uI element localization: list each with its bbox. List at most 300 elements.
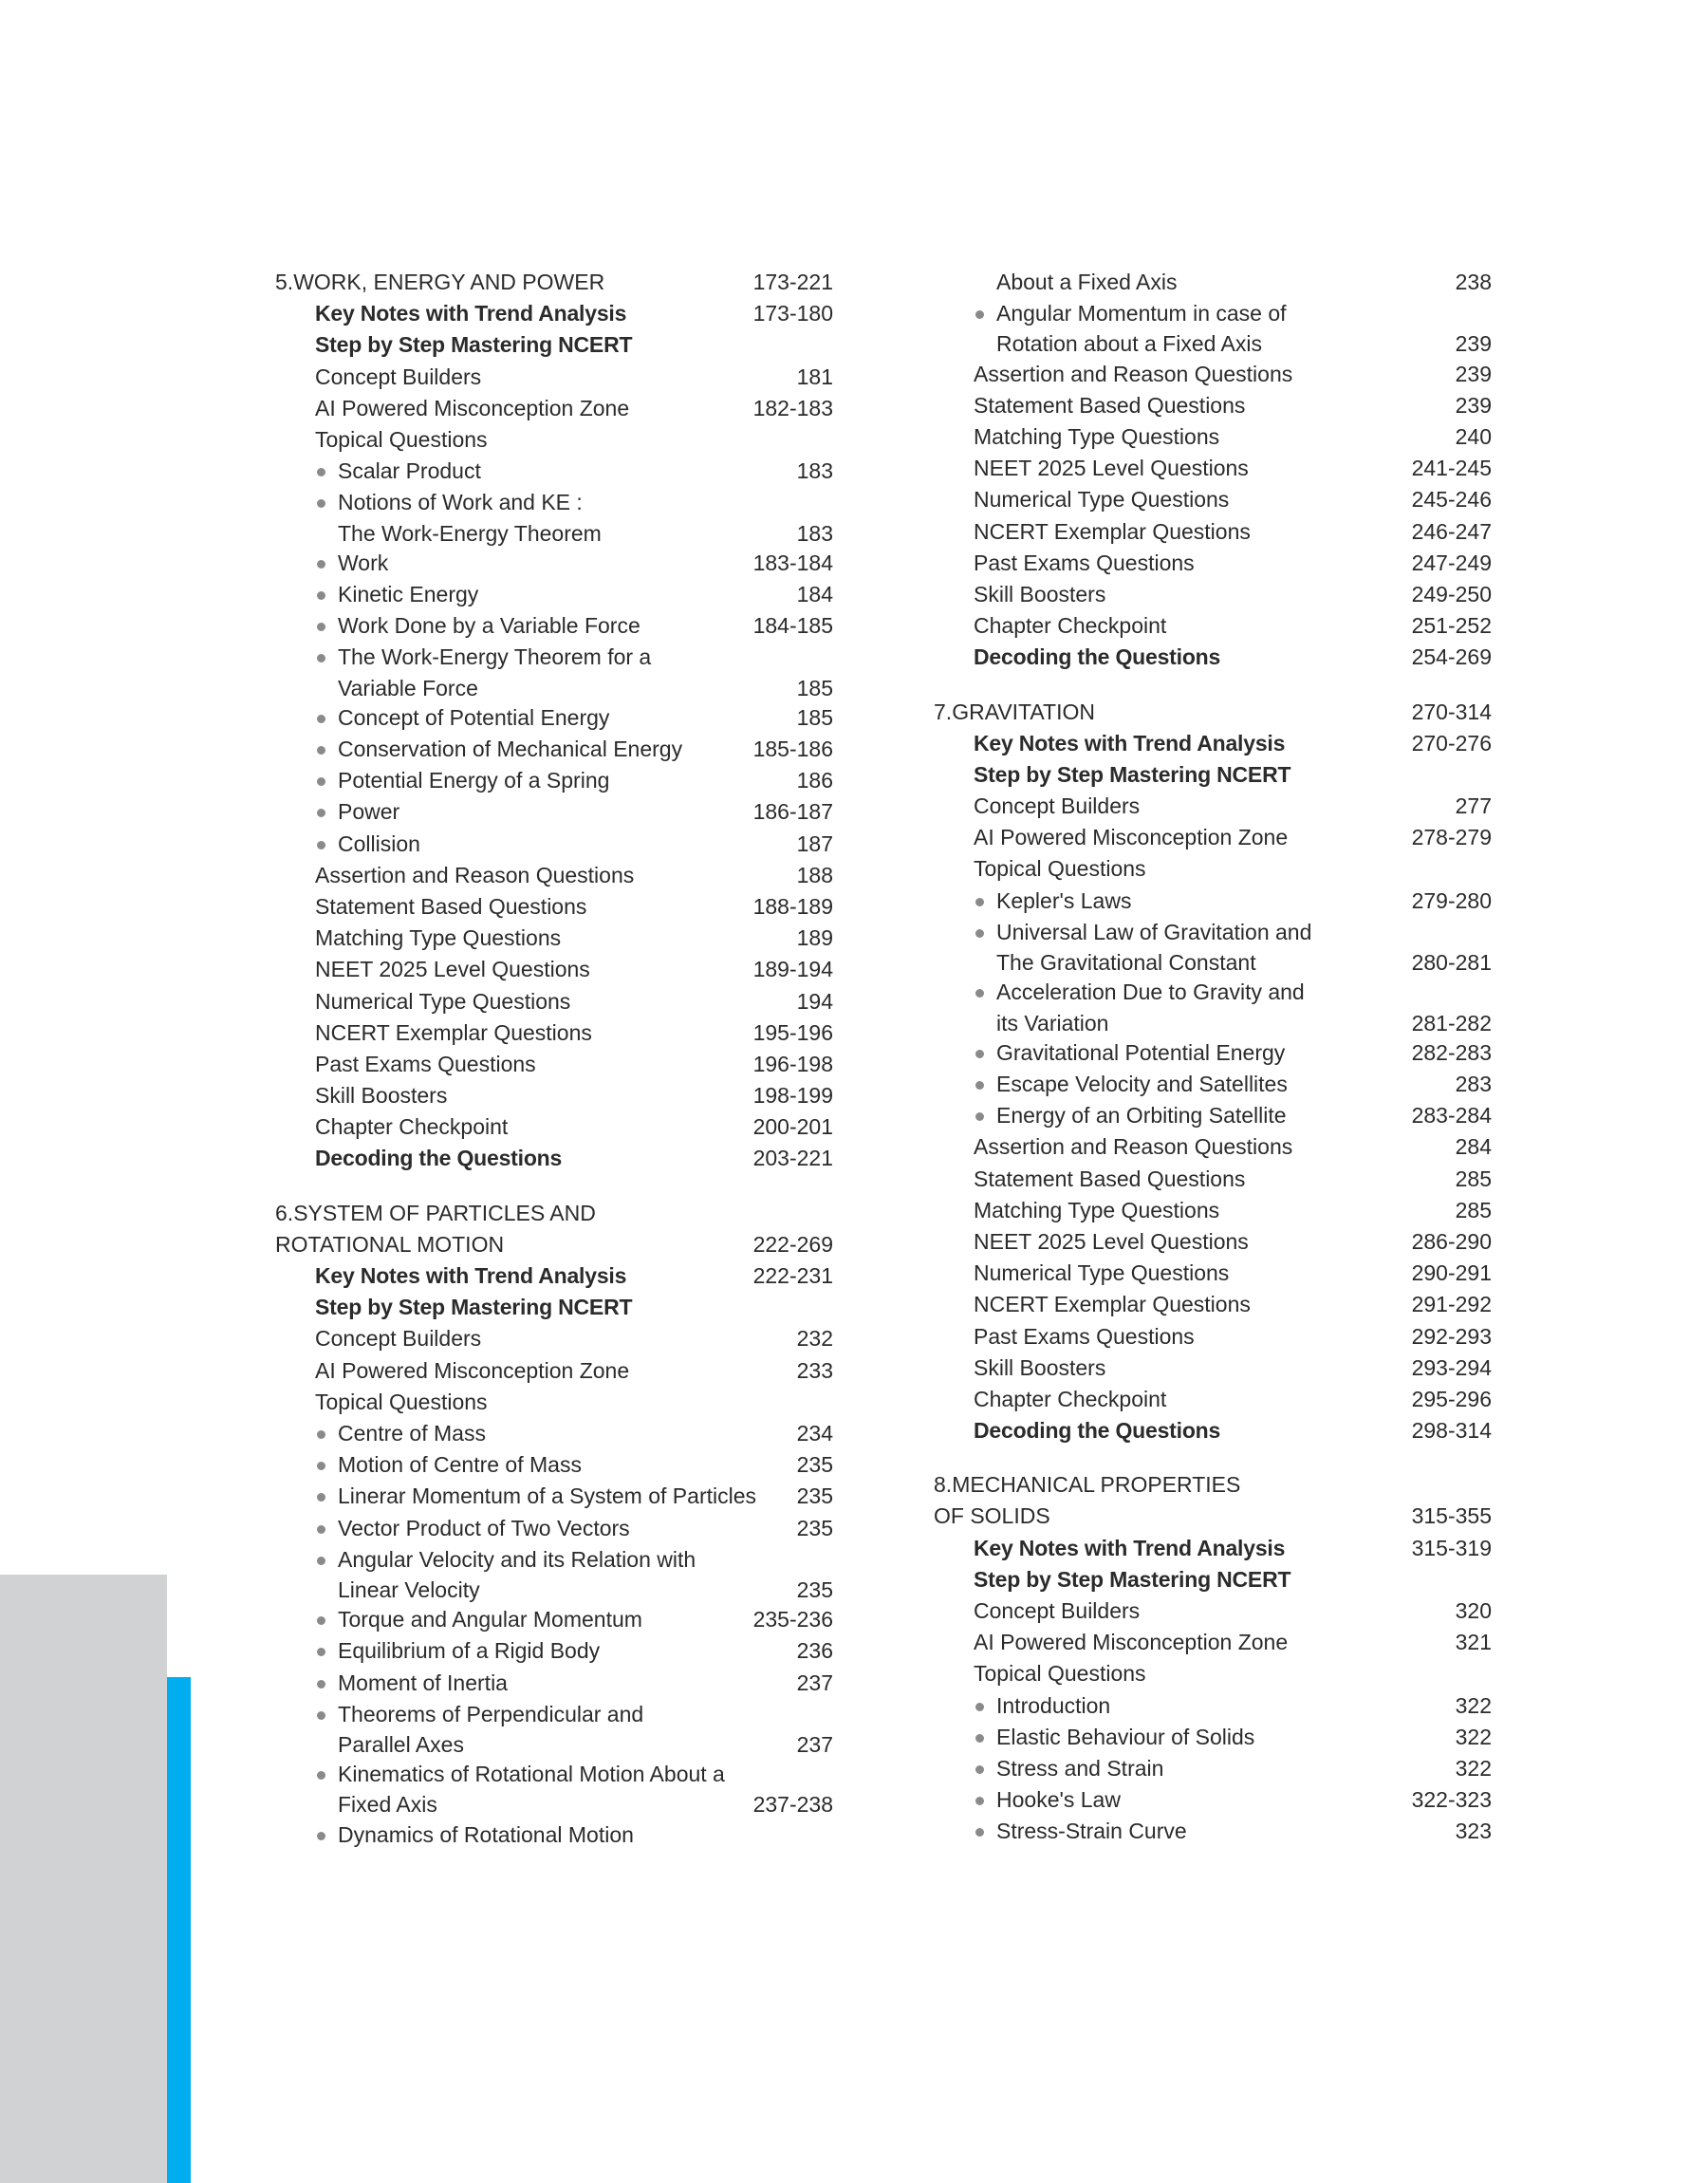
entry-page-number: 173-180 <box>752 301 833 327</box>
entry-label: Moment of Inertia <box>338 1670 508 1695</box>
entry-page-number: 323 <box>1455 1819 1492 1844</box>
toc-entry <box>934 853 1492 885</box>
entry-label: Concept Builders <box>315 1326 482 1352</box>
toc-entry <box>275 1017 833 1049</box>
toc-entry <box>934 948 1492 977</box>
entry-page-number: 194 <box>796 988 833 1014</box>
toc-entry <box>934 1226 1492 1258</box>
bullet-icon <box>317 654 325 662</box>
toc-entry <box>275 1355 833 1387</box>
entry-label: Theorems of Perpendicular and <box>338 1701 644 1726</box>
bullet-icon <box>317 1616 325 1625</box>
chapter-heading <box>934 697 1492 728</box>
entry-label: Hooke's Law <box>996 1787 1121 1813</box>
entry-page-number: 203-221 <box>752 1146 833 1171</box>
entry-page-number: 295-296 <box>1411 1386 1492 1411</box>
bullet-icon <box>975 1050 984 1058</box>
toc-entry <box>934 610 1492 642</box>
bullet-icon <box>317 1711 325 1720</box>
chapter-title: MECHANICAL PROPERTIES <box>952 1472 1241 1498</box>
chapter-title: GRAVITATION <box>952 699 1095 724</box>
entry-label: Assertion and Reason Questions <box>974 1134 1293 1160</box>
entry-label: Energy of an Orbiting Satellite <box>996 1103 1287 1129</box>
chapter-title: ROTATIONAL MOTION <box>275 1231 505 1257</box>
entry-page-number: 198-199 <box>752 1083 833 1109</box>
entry-label: NCERT Exemplar Questions <box>974 518 1251 544</box>
entry-label: AI Powered Misconception Zone <box>974 825 1289 850</box>
entry-label: Numerical Type Questions <box>974 1260 1230 1286</box>
entry-label: Potential Energy of a Spring <box>338 768 610 793</box>
entry-label: Linear Velocity <box>338 1577 480 1602</box>
entry-page-number: 185-186 <box>752 737 833 762</box>
entry-page-number: 237 <box>796 1731 833 1757</box>
entry-page-number: 237 <box>796 1670 833 1695</box>
toc-entry <box>275 1730 833 1759</box>
bullet-icon <box>975 1734 984 1743</box>
entry-label: About a Fixed Axis <box>996 270 1178 294</box>
entry-label: Conservation of Mechanical Energy <box>338 737 683 762</box>
toc-entry <box>934 1415 1492 1446</box>
toc-entry <box>934 390 1492 421</box>
entry-page-number: 322 <box>1455 1692 1492 1718</box>
toc-entry <box>934 1627 1492 1658</box>
toc-entry <box>275 329 833 361</box>
toc-entry <box>934 1258 1492 1289</box>
entry-label: Chapter Checkpoint <box>974 1386 1167 1411</box>
toc-entry <box>934 1564 1492 1595</box>
entry-label: Introduction <box>996 1692 1111 1718</box>
entry-page-number: 182-183 <box>752 395 833 420</box>
toc-entry <box>275 829 833 860</box>
toc-entry <box>275 1292 833 1323</box>
toc-entry <box>275 1513 833 1544</box>
entry-page-number: 241-245 <box>1411 456 1492 481</box>
entry-page-number: 322-323 <box>1411 1787 1492 1813</box>
toc-entry <box>275 702 833 734</box>
entry-label: Key Notes with Trend Analysis <box>315 1263 627 1289</box>
entry-label: The Gravitational Constant <box>996 950 1256 976</box>
toc-entry <box>275 642 833 673</box>
entry-label: AI Powered Misconception Zone <box>974 1630 1289 1655</box>
chapter-heading <box>275 1198 833 1229</box>
bullet-icon <box>317 623 325 631</box>
entry-label: Concept Builders <box>974 1598 1141 1624</box>
bullet-icon <box>317 777 325 786</box>
entry-page-number: 278-279 <box>1411 825 1492 850</box>
entry-label: Statement Based Questions <box>974 1166 1246 1191</box>
toc-entry <box>275 393 833 424</box>
toc-entry <box>934 1658 1492 1689</box>
entry-label: Scalar Product <box>338 458 481 484</box>
toc-entry <box>934 1816 1492 1847</box>
toc-entry <box>275 1143 833 1174</box>
toc-entry <box>934 1595 1492 1627</box>
chapter-title: SYSTEM OF PARTICLES AND <box>293 1200 596 1225</box>
entry-label: Vector Product of Two Vectors <box>338 1515 630 1540</box>
entry-label: Stress-Strain Curve <box>996 1819 1187 1844</box>
bullet-icon <box>317 1832 325 1840</box>
entry-label: AI Powered Misconception Zone <box>315 1357 630 1383</box>
entry-label: Variable Force <box>338 675 478 700</box>
entry-label: Equilibrium of a Rigid Body <box>338 1638 601 1664</box>
toc-entry <box>275 765 833 796</box>
bullet-icon <box>317 715 325 723</box>
sidebar-gray-block <box>0 1575 167 2183</box>
toc-entry <box>275 1418 833 1449</box>
toc-entry <box>275 1604 833 1635</box>
entry-page-number: 235-236 <box>752 1607 833 1633</box>
toc-entry <box>934 579 1492 610</box>
bullet-icon <box>317 560 325 569</box>
bullet-icon <box>317 746 325 755</box>
entry-label: Topical Questions <box>315 1389 488 1414</box>
bullet-icon <box>975 1703 984 1711</box>
toc-entry <box>934 453 1492 484</box>
entry-page-number: 189 <box>796 925 833 951</box>
toc-entry <box>275 954 833 985</box>
bullet-icon <box>317 591 325 600</box>
toc-entry <box>934 1289 1492 1320</box>
entry-label: NEET 2025 Level Questions <box>974 1228 1249 1254</box>
toc-entry <box>275 456 833 487</box>
entry-page-number: 236 <box>796 1638 833 1664</box>
chapter-heading <box>275 267 833 298</box>
bullet-icon <box>317 1680 325 1689</box>
chapter-heading <box>934 1469 1492 1501</box>
entry-page-number: 185 <box>796 675 833 700</box>
chapter-heading <box>275 1229 833 1260</box>
toc-entry <box>934 484 1492 515</box>
entry-page-number: 196-198 <box>752 1051 833 1076</box>
toc-entry <box>275 487 833 518</box>
entry-page-number: 292-293 <box>1411 1323 1492 1349</box>
entry-page-number: 239 <box>1455 392 1492 418</box>
chapter-number: 8. <box>934 1472 953 1498</box>
toc-entry <box>934 1533 1492 1564</box>
entry-page-number: 238 <box>1455 270 1492 294</box>
entry-page-number: 222-231 <box>752 1263 833 1289</box>
toc-entry <box>275 986 833 1017</box>
toc-entry <box>934 298 1492 329</box>
toc-column-left <box>275 267 833 1851</box>
chapter-page-range: 173-221 <box>752 270 833 294</box>
entry-label: Skill Boosters <box>315 1083 448 1109</box>
entry-page-number: 186-187 <box>752 799 833 825</box>
entry-page-number: 239 <box>1455 331 1492 357</box>
entry-page-number: 239 <box>1455 361 1492 386</box>
toc-entry <box>934 1384 1492 1415</box>
toc-entry <box>275 548 833 579</box>
entry-label: Decoding the Questions <box>974 1418 1221 1444</box>
entry-page-number: 188 <box>796 862 833 887</box>
entry-page-number: 245-246 <box>1411 487 1492 513</box>
toc-entry <box>934 329 1492 358</box>
entry-page-number: 189-194 <box>752 957 833 982</box>
entry-label: Topical Questions <box>974 856 1146 882</box>
entry-label: Step by Step Mastering NCERT <box>315 1295 633 1320</box>
toc-entry <box>934 886 1492 917</box>
toc-entry <box>934 1195 1492 1226</box>
entry-label: Work Done by a Variable Force <box>338 613 640 639</box>
chapter-title: WORK, ENERGY AND POWER <box>293 270 605 294</box>
bullet-icon <box>317 1525 325 1534</box>
entry-label: Key Notes with Trend Analysis <box>974 1535 1286 1560</box>
bullet-icon <box>317 499 325 508</box>
entry-label: The Work-Energy Theorem for a <box>338 644 652 670</box>
entry-label: Decoding the Questions <box>315 1146 563 1171</box>
toc-entry <box>275 1111 833 1143</box>
entry-page-number: 298-314 <box>1411 1418 1492 1444</box>
entry-label: NCERT Exemplar Questions <box>315 1019 592 1045</box>
chapter-title: OF SOLIDS <box>934 1503 1050 1529</box>
bullet-icon <box>317 1430 325 1439</box>
toc-entry <box>934 1009 1492 1037</box>
entry-page-number: 282-283 <box>1411 1039 1492 1065</box>
entry-label: Torque and Angular Momentum <box>338 1607 642 1633</box>
toc-entry <box>934 516 1492 548</box>
chapter-number: 7. <box>934 699 953 724</box>
toc-entry <box>934 1784 1492 1816</box>
entry-page-number: 235 <box>796 1577 833 1602</box>
bullet-icon <box>975 1828 984 1837</box>
bullet-icon <box>975 929 984 938</box>
entry-page-number: 186 <box>796 768 833 793</box>
entry-page-number: 181 <box>796 364 833 389</box>
toc-entry <box>934 1722 1492 1753</box>
toc-entry <box>275 860 833 891</box>
toc-entry <box>275 1668 833 1699</box>
toc-entry <box>275 923 833 954</box>
entry-label: Step by Step Mastering NCERT <box>315 332 633 358</box>
entry-page-number: 254-269 <box>1411 644 1492 670</box>
bullet-icon <box>975 310 984 319</box>
entry-label: Concept of Potential Energy <box>338 704 610 730</box>
toc-entry <box>934 917 1492 948</box>
bullet-icon <box>317 841 325 849</box>
entry-page-number: 195-196 <box>752 1019 833 1045</box>
bullet-icon <box>317 1771 325 1780</box>
entry-label: Elastic Behaviour of Solids <box>996 1724 1255 1749</box>
entry-label: Linerar Momentum of a System of Particles <box>338 1483 756 1509</box>
entry-label: Work <box>338 550 389 575</box>
toc-entry <box>934 1069 1492 1100</box>
toc-entry <box>275 1049 833 1080</box>
entry-label: Matching Type Questions <box>974 1197 1220 1222</box>
entry-label: Assertion and Reason Questions <box>974 361 1293 386</box>
bullet-icon <box>975 1765 984 1774</box>
entry-page-number: 235 <box>796 1452 833 1478</box>
entry-page-number: 188-189 <box>752 893 833 919</box>
entry-page-number: 283-284 <box>1411 1103 1492 1129</box>
entry-page-number: 280-281 <box>1411 950 1492 976</box>
entry-label: Topical Questions <box>315 426 488 452</box>
entry-label: Fixed Axis <box>338 1792 437 1818</box>
toc-entry <box>934 759 1492 791</box>
entry-label: its Variation <box>996 1010 1109 1036</box>
entry-label: AI Powered Misconception Zone <box>315 395 630 420</box>
entry-label: Key Notes with Trend Analysis <box>315 301 627 327</box>
entry-label: Notions of Work and KE : <box>338 490 583 515</box>
toc-entry <box>934 1164 1492 1195</box>
toc-entry <box>275 1635 833 1667</box>
entry-page-number: 183 <box>796 458 833 484</box>
entry-page-number: 247-249 <box>1411 550 1492 575</box>
chapter-number: 6. <box>275 1200 294 1225</box>
entry-page-number: 249-250 <box>1411 581 1492 606</box>
entry-label: Numerical Type Questions <box>315 988 571 1014</box>
toc-entry <box>934 359 1492 390</box>
toc-entry <box>275 519 833 548</box>
toc-entry <box>275 1481 833 1512</box>
toc-entry <box>934 1321 1492 1353</box>
entry-label: Chapter Checkpoint <box>315 1114 509 1140</box>
entry-label: Key Notes with Trend Analysis <box>974 730 1286 756</box>
toc-entry <box>275 1323 833 1354</box>
toc-entry <box>934 642 1492 673</box>
entry-page-number: 293-294 <box>1411 1354 1492 1380</box>
entry-page-number: 183 <box>796 520 833 546</box>
entry-page-number: 315-319 <box>1411 1535 1492 1560</box>
toc-entry <box>934 822 1492 853</box>
entry-page-number: 185 <box>796 704 833 730</box>
entry-label: Numerical Type Questions <box>974 487 1230 513</box>
entry-page-number: 285 <box>1455 1197 1492 1222</box>
chapter-heading <box>934 1501 1492 1532</box>
entry-page-number: 233 <box>796 1357 833 1383</box>
entry-label: Chapter Checkpoint <box>974 613 1167 639</box>
entry-label: Power <box>338 799 400 825</box>
toc-entry <box>275 424 833 456</box>
bullet-icon <box>317 1462 325 1470</box>
toc-entry <box>934 728 1492 759</box>
entry-label: Assertion and Reason Questions <box>315 862 635 887</box>
entry-label: Escape Velocity and Satellites <box>996 1072 1288 1097</box>
entry-label: Topical Questions <box>974 1661 1146 1687</box>
toc-entry <box>275 734 833 765</box>
toc-entry <box>275 891 833 923</box>
entry-page-number: 283 <box>1455 1072 1492 1097</box>
bullet-icon <box>975 1797 984 1805</box>
toc-entry <box>275 1790 833 1819</box>
entry-label: Statement Based Questions <box>315 893 587 919</box>
bullet-icon <box>317 809 325 817</box>
entry-page-number: 240 <box>1455 424 1492 450</box>
toc-entry <box>275 1819 833 1851</box>
entry-label: Centre of Mass <box>338 1420 486 1446</box>
toc-entry <box>934 421 1492 453</box>
entry-page-number: 286-290 <box>1411 1228 1492 1254</box>
entry-page-number: 281-282 <box>1411 1010 1492 1036</box>
entry-label: Universal Law of Gravitation and <box>996 919 1312 944</box>
entry-page-number: 234 <box>796 1420 833 1446</box>
entry-label: NEET 2025 Level Questions <box>974 456 1249 481</box>
toc-entry <box>934 1690 1492 1722</box>
entry-page-number: 200-201 <box>752 1114 833 1140</box>
entry-label: Skill Boosters <box>974 1354 1106 1380</box>
entry-page-number: 232 <box>796 1326 833 1352</box>
entry-label: Angular Momentum in case of <box>996 301 1287 327</box>
toc-entry <box>934 977 1492 1008</box>
entry-page-number: 291-292 <box>1411 1292 1492 1317</box>
toc-entry <box>934 548 1492 579</box>
entry-label: Acceleration Due to Gravity and <box>996 980 1305 1005</box>
entry-label: The Work-Energy Theorem <box>338 520 602 546</box>
entry-label: Matching Type Questions <box>974 424 1220 450</box>
entry-label: Decoding the Questions <box>974 644 1221 670</box>
entry-page-number: 320 <box>1455 1598 1492 1624</box>
toc-column-right <box>934 267 1492 1848</box>
bullet-icon <box>317 1648 325 1656</box>
toc-entry <box>275 298 833 329</box>
toc-entry <box>934 267 1492 298</box>
entry-page-number: 235 <box>796 1515 833 1540</box>
entry-page-number: 284 <box>1455 1134 1492 1160</box>
entry-label: Dynamics of Rotational Motion <box>338 1821 634 1847</box>
chapter-page-range: 270-314 <box>1411 699 1492 724</box>
entry-page-number: 322 <box>1455 1724 1492 1749</box>
bullet-icon <box>317 1493 325 1502</box>
toc-entry <box>934 1131 1492 1163</box>
entry-label: Rotation about a Fixed Axis <box>996 331 1262 357</box>
entry-page-number: 285 <box>1455 1166 1492 1191</box>
chapter-number: 5. <box>275 270 294 294</box>
entry-page-number: 321 <box>1455 1630 1492 1655</box>
entry-label: Statement Based Questions <box>974 392 1246 418</box>
toc-entry <box>934 1100 1492 1131</box>
entry-label: Step by Step Mastering NCERT <box>974 761 1291 787</box>
chapter-page-range: 315-355 <box>1411 1503 1492 1529</box>
bullet-icon <box>975 1112 984 1121</box>
toc-entry <box>275 1387 833 1418</box>
entry-label: Parallel Axes <box>338 1731 464 1757</box>
entry-label: Kinematics of Rotational Motion About a <box>338 1762 725 1787</box>
toc-entry <box>275 1544 833 1576</box>
entry-label: Matching Type Questions <box>315 925 562 951</box>
entry-page-number: 270-276 <box>1411 730 1492 756</box>
entry-page-number: 279-280 <box>1411 887 1492 913</box>
entry-label: Concept Builders <box>315 364 482 389</box>
toc-entry <box>275 362 833 393</box>
entry-label: NEET 2025 Level Questions <box>315 957 590 982</box>
entry-label: Past Exams Questions <box>315 1051 536 1076</box>
bullet-icon <box>975 1081 984 1090</box>
entry-page-number: 187 <box>796 830 833 856</box>
entry-page-number: 277 <box>1455 793 1492 819</box>
entry-label: Concept Builders <box>974 793 1141 819</box>
toc-entry <box>275 1699 833 1730</box>
bullet-icon <box>317 1557 325 1565</box>
entry-page-number: 183-184 <box>752 550 833 575</box>
entry-label: Past Exams Questions <box>974 1323 1195 1349</box>
entry-label: Collision <box>338 830 420 856</box>
bullet-icon <box>975 989 984 998</box>
toc-entry <box>275 1449 833 1481</box>
toc-entry <box>934 1353 1492 1384</box>
entry-label: Skill Boosters <box>974 581 1106 606</box>
entry-label: Kepler's Laws <box>996 887 1132 913</box>
entry-page-number: 237-238 <box>752 1792 833 1818</box>
toc-entry <box>275 1759 833 1790</box>
toc-entry <box>275 1080 833 1111</box>
toc-entry <box>934 1753 1492 1784</box>
sidebar-blue-strip <box>167 1677 191 2183</box>
entry-label: Kinetic Energy <box>338 581 479 606</box>
toc-entry <box>275 610 833 642</box>
toc-entry <box>275 796 833 828</box>
entry-label: Gravitational Potential Energy <box>996 1039 1286 1065</box>
toc-entry <box>275 579 833 610</box>
entry-label: Step by Step Mastering NCERT <box>974 1566 1291 1592</box>
